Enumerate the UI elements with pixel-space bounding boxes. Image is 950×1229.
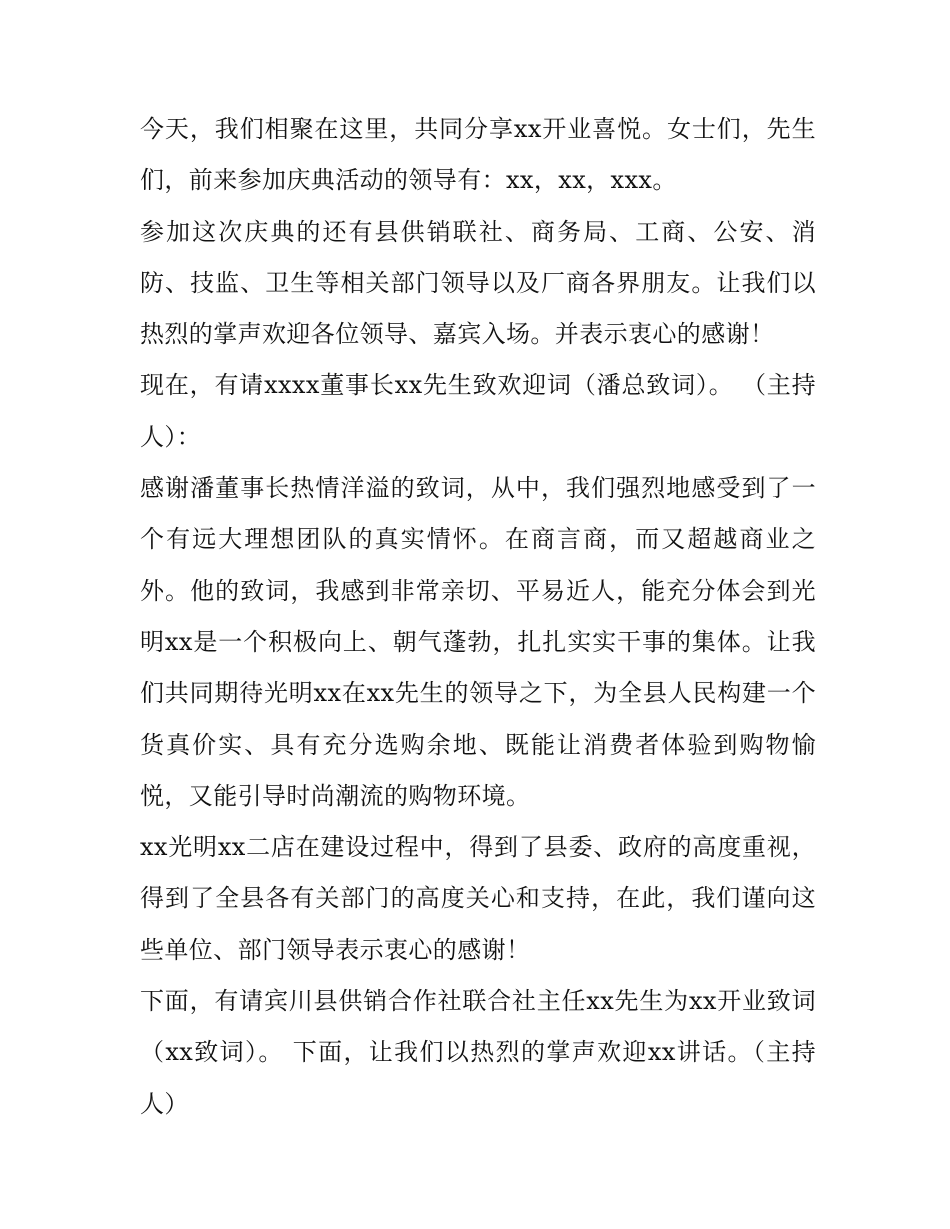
document-body [140,104,816,1130]
paragraph-director-speech: 下面，有请宾川县供销合作社联合社主任xx先生为xx开业致词（xx致词）。 下面，让我们以热烈的掌声欢迎xx讲话。（主持人） [140,987,816,1118]
paragraph-chairman-speech: 现在，有请xxxx董事长xx先生致欢迎词（潘总致词）。 （主持人）： [140,371,816,451]
paragraph-welcome: 今天，我们相聚在这里，共同分享xx开业喜悦。女士们，先生们，前来参加庆典活动的领导有：xx，xx，xxx。 [140,115,816,195]
paragraph-attendees: 参加这次庆典的还有县供销联社、商务局、工商、公安、消防、技监、卫生等相关部门领导以及厂商各界朋友。让我们以热烈的掌声欢迎各位领导、嘉宾入场。并表示衷心的感谢！ [140,217,816,349]
paragraph-thanks-chairman: 感谢潘董事长热情洋溢的致词，从中，我们强烈地感受到了一个有远大理想团队的真实情怀。在商言商，而又超越商业之外。他的致词，我感到非常亲切、平易近人，能充分体会到光明xx是一个积极向上、朝气蓬勃，扎扎实实干事的集体。让我们共同期待光明xx在xx先生的领导之下，为全县人民构建一个货真价实、具有充分选购余地、既能让消费者体验到购物愉悦，又能引导时尚潮流的购物环境。 [140,474,816,810]
paragraph-thanks-departments: xx光明xx二店在建设过程中，得到了县委、政府的高度重视，得到了全县各有关部门的高度关心和支持，在此，我们谨向这些单位、部门领导表示衷心的感谢！ [140,833,816,964]
